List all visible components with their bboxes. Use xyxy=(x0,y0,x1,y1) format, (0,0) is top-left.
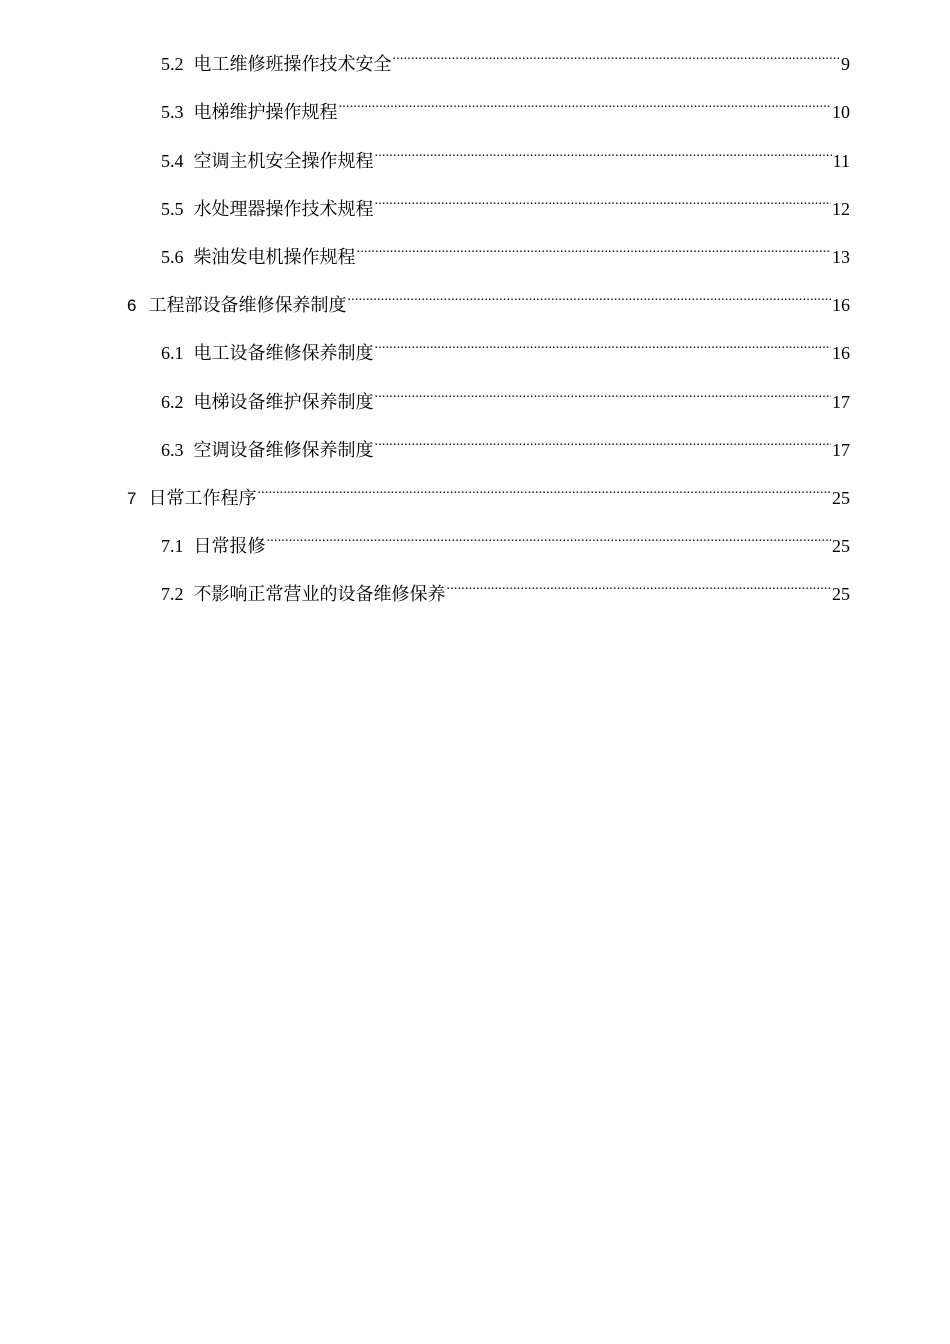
toc-dot-leader xyxy=(339,90,832,118)
toc-dot-leader xyxy=(447,572,832,600)
toc-dot-leader xyxy=(257,476,831,504)
toc-entry-5-5[interactable] xyxy=(161,187,850,219)
toc-entry-5-2[interactable] xyxy=(161,42,850,74)
toc-entry-page: 9 xyxy=(841,54,850,74)
toc-entry-page: 25 xyxy=(832,536,850,556)
toc-dot-leader xyxy=(347,283,831,311)
toc-entry-number: 5.2 xyxy=(161,54,184,74)
toc-entry-page: 13 xyxy=(832,247,850,267)
toc-entry-5-4[interactable] xyxy=(161,139,850,171)
toc-entry-page: 12 xyxy=(832,199,850,219)
toc-entry-7-1[interactable] xyxy=(161,524,850,556)
toc-entry-6[interactable] xyxy=(127,283,850,315)
toc-entry-title: 电工维修班操作技术安全 xyxy=(193,54,392,74)
toc-entry-number: 5.3 xyxy=(161,102,184,122)
toc-entry-page: 17 xyxy=(832,392,850,412)
toc-entry-page: 25 xyxy=(832,488,850,508)
toc-entry-number: 7 xyxy=(127,489,137,508)
toc-entry-title: 空调设备维修保养制度 xyxy=(193,440,374,460)
toc-entry-6-1[interactable] xyxy=(161,331,850,363)
toc-entry-5-3[interactable] xyxy=(161,90,850,122)
toc-dot-leader xyxy=(375,380,832,408)
toc-entry-number: 7.1 xyxy=(161,536,184,556)
toc-entry-page: 17 xyxy=(832,440,850,460)
toc-entry-number: 6 xyxy=(127,296,137,315)
toc-entry-title: 水处理器操作技术规程 xyxy=(193,199,374,219)
toc-entry-title: 柴油发电机操作规程 xyxy=(193,247,356,267)
toc-dot-leader xyxy=(393,42,841,70)
toc-entry-number: 7.2 xyxy=(161,584,184,604)
toc-dot-leader xyxy=(267,524,832,552)
toc-entry-title: 工程部设备维修保养制度 xyxy=(148,295,347,315)
toc-entry-page: 16 xyxy=(832,295,850,315)
toc-entry-title: 日常报修 xyxy=(193,536,266,556)
toc-entry-number: 6.1 xyxy=(161,343,184,363)
toc-entry-page: 16 xyxy=(832,343,850,363)
toc-entry-page: 10 xyxy=(832,102,850,122)
toc-entry-title: 电梯设备维护保养制度 xyxy=(193,392,374,412)
toc-entry-number: 6.3 xyxy=(161,440,184,460)
toc-entry-title: 日常工作程序 xyxy=(148,488,257,508)
toc-entry-page: 25 xyxy=(832,584,850,604)
toc-entry-number: 5.4 xyxy=(161,151,184,171)
toc-entry-number: 5.5 xyxy=(161,199,184,219)
toc-entry-5-6[interactable] xyxy=(161,235,850,267)
toc-entry-6-3[interactable] xyxy=(161,428,850,460)
toc-entry-title: 空调主机安全操作规程 xyxy=(193,151,374,171)
toc-entry-page: 11 xyxy=(832,151,850,171)
toc-entry-number: 6.2 xyxy=(161,392,184,412)
toc-entry-title: 不影响正常营业的设备维修保养 xyxy=(193,584,446,604)
toc-entry-title: 电工设备维修保养制度 xyxy=(193,343,374,363)
toc-entry-title: 电梯维护操作规程 xyxy=(193,102,338,122)
toc-entry-7[interactable] xyxy=(127,476,850,508)
toc-dot-leader xyxy=(375,331,832,359)
toc-dot-leader xyxy=(375,187,832,215)
toc-dot-leader xyxy=(357,235,832,263)
toc-entry-6-2[interactable] xyxy=(161,380,850,412)
toc-dot-leader xyxy=(375,428,832,456)
toc-dot-leader xyxy=(375,139,832,167)
toc-entry-number: 5.6 xyxy=(161,247,184,267)
toc-entry-7-2[interactable] xyxy=(161,572,850,604)
